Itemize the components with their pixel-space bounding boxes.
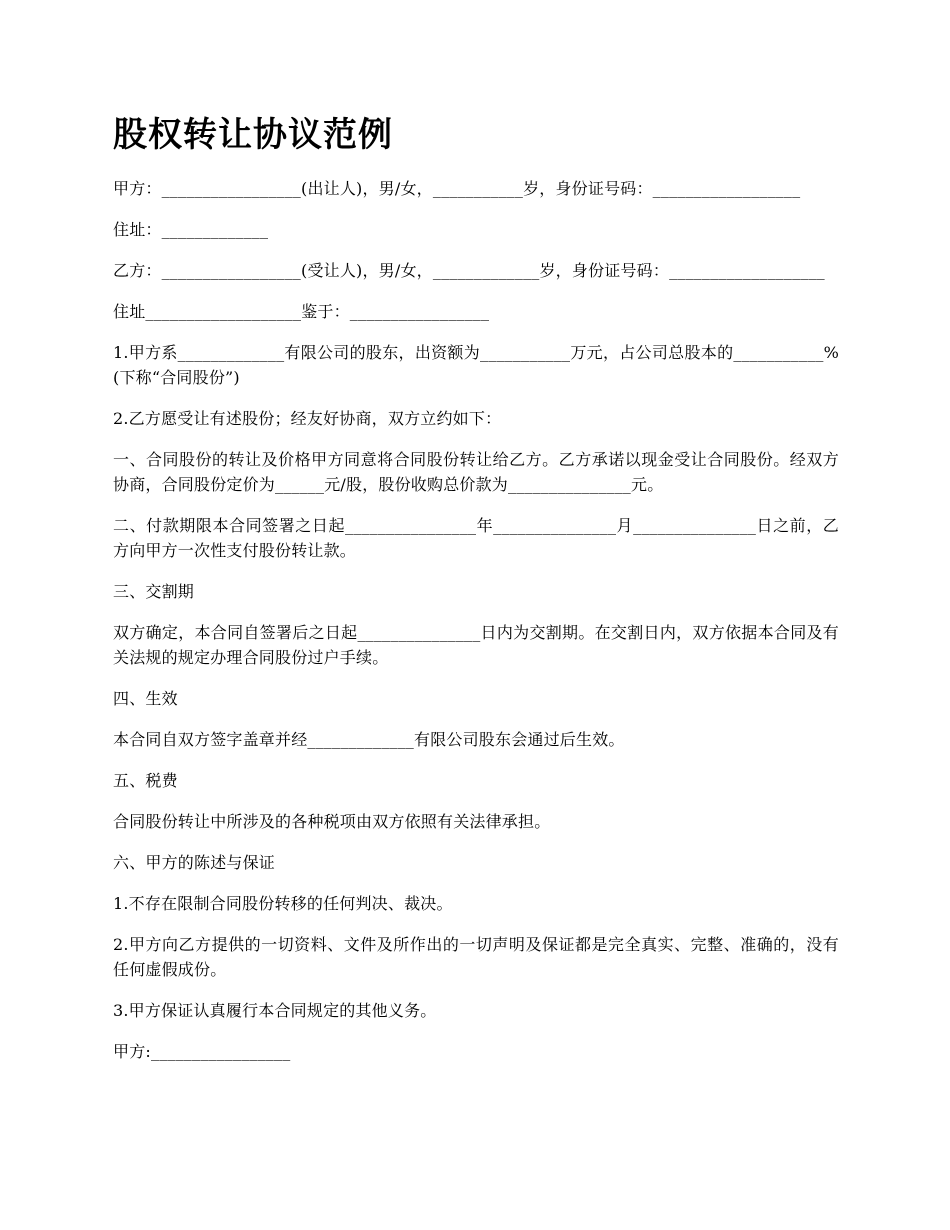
- clause-6-heading: 六、甲方的陈述与保证: [113, 853, 276, 872]
- clause-4-body: 本合同自双方签字盖章并经_____________有限公司股东会通过后生效。: [113, 730, 625, 749]
- clause-1-transfer-price: 一、合同股份的转让及价格甲方同意将合同股份转让给乙方。乙方承诺以现金受让合同股份。经双方协商，合同股份定价为______元/股，股份收购总价款为_______________元。: [113, 450, 839, 494]
- clause-6-item-3: 3.甲方保证认真履行本合同规定的其他义务。: [113, 1001, 437, 1020]
- party-a-address: 住址：_____________: [113, 220, 269, 239]
- document-page: [113, 110, 839, 1080]
- clause-6-item-2: 2.甲方向乙方提供的一切资料、文件及所作出的一切声明及保证都是完全真实、完整、准确的，没有任何虚假成份。: [113, 935, 839, 979]
- recital-1: 1.甲方系_____________有限公司的股东，出资额为___________万元，占公司总股本的___________%(下称“合同股份”): [113, 343, 839, 387]
- clause-5-body: 合同股份转让中所涉及的各种税项由双方依照有关法律承担。: [113, 812, 551, 831]
- clause-3-heading: 三、交割期: [113, 582, 195, 601]
- clause-5-heading: 五、税费: [113, 771, 178, 790]
- party-a-signature-line: 甲方:_________________: [113, 1042, 291, 1061]
- clause-2-payment-term: 二、付款期限本合同签署之日起________________年_______________月_______________日之前，乙方向甲方一次性支付股份转让款。: [113, 516, 839, 560]
- party-b-info: 乙方：_________________(受让人)，男/女，_____________岁，身份证号码：___________________: [113, 261, 825, 280]
- clause-6-item-1: 1.不存在限制合同股份转移的任何判决、裁决。: [113, 894, 453, 913]
- document-title: 股权转让协议范例: [113, 115, 393, 155]
- clause-3-body: 双方确定，本合同自签署后之日起_______________日内为交割期。在交割日内，双方依据本合同及有关法规的规定办理合同股份过户手续。: [113, 623, 839, 667]
- clause-4-heading: 四、生效: [113, 689, 178, 708]
- party-b-address-whereas: 住址___________________鉴于：_________________: [113, 302, 490, 321]
- recital-2: 2.乙方愿受让有述股份；经友好协商，双方立约如下：: [113, 409, 502, 428]
- party-a-info: 甲方：_________________(出让人)，男/女，___________岁，身份证号码：__________________: [113, 179, 801, 198]
